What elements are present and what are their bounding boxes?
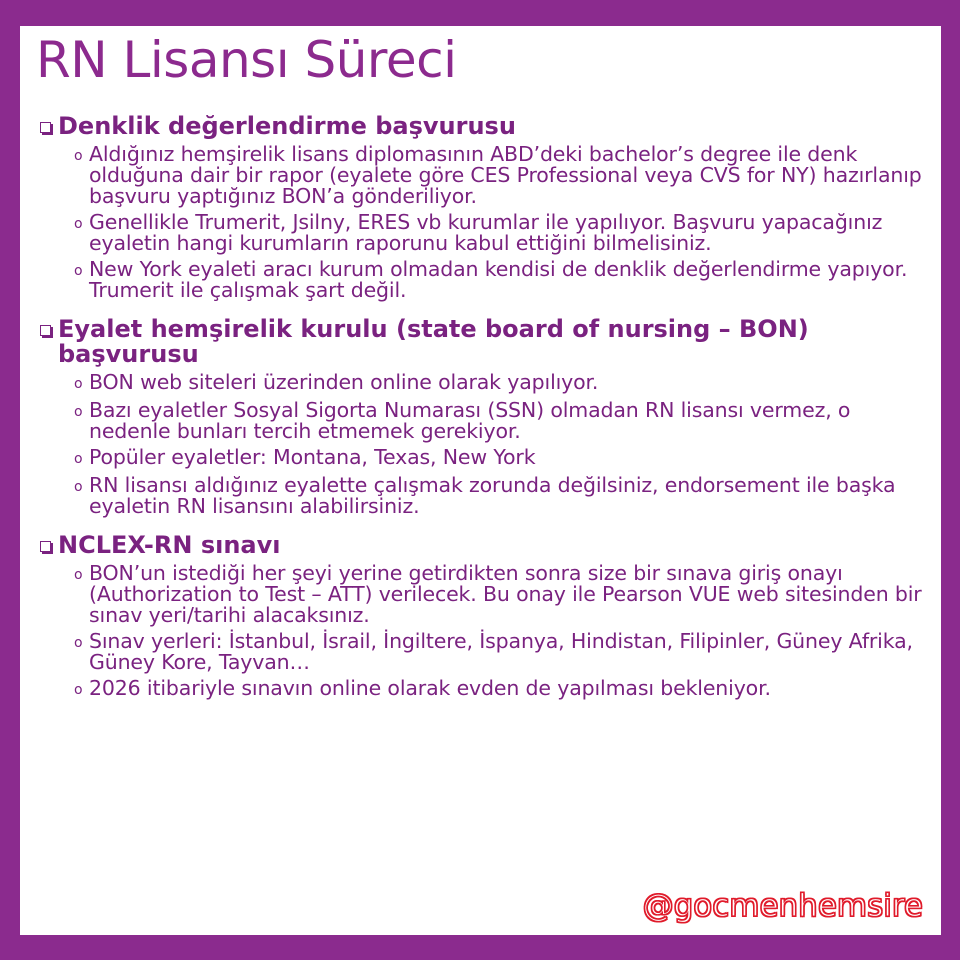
- list-item-text: BON’un istediği her şeyi yerine getirdikten sonra size bir sınava giriş onayı (Authorization to Test – ATT) verilecek. Bu onay ile Pearson VUE web sitesinden bir sınav yeri/tarihi alacaksınız.: [89, 561, 922, 627]
- list-item-text: Genellikle Trumerit, Jsilny, ERES vb kurumlar ile yapılıyor. Başvuru yapacağınız eyaletin hangi kurumların raporunu kabul ettiğini bilmelisiniz.: [89, 210, 883, 255]
- list-item-text: New York eyaleti aracı kurum olmadan kendisi de denklik değerlendirme yapıyor. Trumerit ile çalışmak şart değil.: [89, 257, 908, 302]
- circle-bullet-icon: o: [74, 479, 83, 495]
- page-title: RN Lisansı Süreci: [36, 31, 457, 89]
- section-heading: [38, 317, 934, 367]
- list-item: [74, 372, 934, 395]
- bullet-list: [38, 144, 934, 301]
- checkbox-bullet-icon: [40, 325, 51, 336]
- checkbox-bullet-icon: [40, 122, 51, 133]
- list-item: [74, 678, 934, 701]
- circle-bullet-icon: o: [74, 148, 83, 164]
- list-item: [74, 475, 934, 517]
- circle-bullet-icon: o: [74, 376, 83, 392]
- social-handle: @gocmenhemsire: [642, 888, 923, 924]
- list-item-text: Aldığınız hemşirelik lisans diplomasının ABD’deki bachelor’s degree ile denk olduğuna dair bir rapor (eyalete göre CES Professional veya CVS for NY) hazırlanıp başvuru yaptığınız BON’a gönderiliyor.: [89, 142, 922, 208]
- circle-bullet-icon: o: [74, 404, 83, 420]
- section-heading-text: Denklik değerlendirme başvurusu: [58, 112, 516, 140]
- section-heading: [38, 114, 934, 139]
- list-item-text: RN lisansı aldığınız eyalette çalışmak zorunda değilsiniz, endorsement ile başka eyaletin RN lisansını alabilirsiniz.: [89, 473, 896, 518]
- circle-bullet-icon: o: [74, 635, 83, 651]
- slide: [20, 26, 941, 935]
- list-item-text: Bazı eyaletler Sosyal Sigorta Numarası (SSN) olmadan RN lisansı vermez, o nedenle bunları tercih etmemek gerekiyor.: [89, 398, 851, 443]
- circle-bullet-icon: o: [74, 567, 83, 583]
- list-item-text: BON web siteleri üzerinden online olarak yapılıyor.: [89, 370, 599, 394]
- slide-content: [38, 114, 934, 717]
- checkbox-bullet-icon: [40, 541, 51, 552]
- section-equivalency: [38, 114, 934, 301]
- section-heading-text: NCLEX-RN sınavı: [58, 531, 281, 559]
- list-item: [74, 259, 934, 301]
- circle-bullet-icon: o: [74, 682, 83, 698]
- circle-bullet-icon: o: [74, 216, 83, 232]
- list-item: [74, 212, 934, 254]
- list-item: [74, 144, 934, 207]
- bullet-list: [38, 372, 934, 517]
- section-heading: [38, 533, 934, 558]
- list-item: [74, 447, 934, 470]
- list-item: [74, 400, 934, 442]
- circle-bullet-icon: o: [74, 263, 83, 279]
- list-item-text: Popüler eyaletler: Montana, Texas, New York: [89, 445, 536, 469]
- list-item-text: 2026 itibariyle sınavın online olarak evden de yapılması bekleniyor.: [89, 676, 771, 700]
- section-nclex: [38, 533, 934, 701]
- circle-bullet-icon: o: [74, 451, 83, 467]
- list-item-text: Sınav yerleri: İstanbul, İsrail, İngiltere, İspanya, Hindistan, Filipinler, Güney Afrika, Güney Kore, Tayvan…: [89, 629, 913, 674]
- list-item: [74, 563, 934, 626]
- bullet-list: [38, 563, 934, 701]
- section-bon: [38, 317, 934, 517]
- section-heading-text: Eyalet hemşirelik kurulu (state board of nursing – BON) başvurusu: [58, 315, 809, 368]
- list-item: [74, 631, 934, 673]
